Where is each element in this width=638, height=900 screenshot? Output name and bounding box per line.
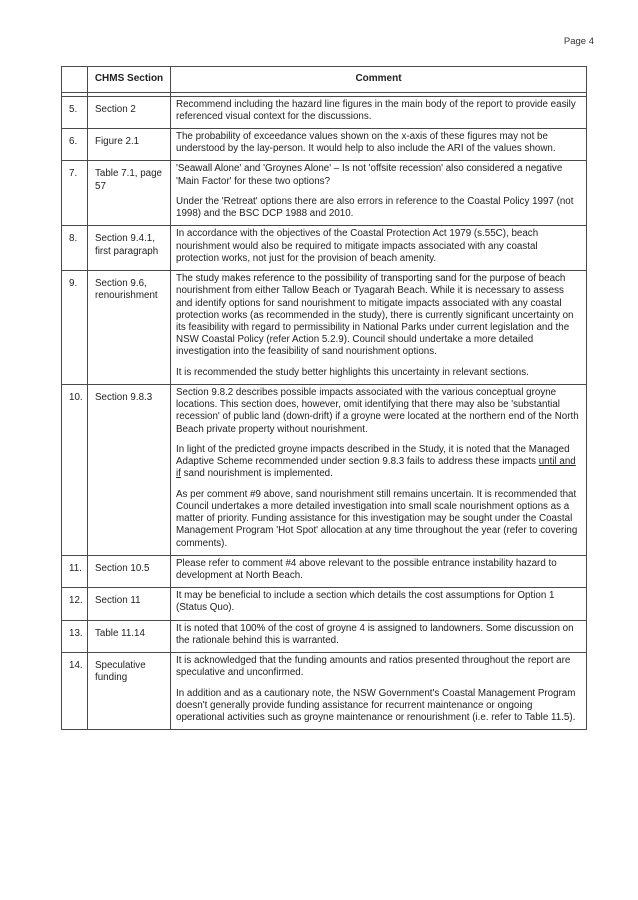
comment-paragraph: The study makes reference to the possibility of transporting sand for the purpose of beach nourishment from either Tallow Beach or Tyagarah Beach. While it is necessary to assess and identify options for sand nourishment to mitigate impacts associated with any coastal protection works (as recommended in the study), there is currently significant uncertainty on its feasibility with regard to permissibility in National Parks under current legislation and the NSW Coastal Policy (refer Action 5.2.9). Council should undertake a more detailed investigation into the feasibility of sand nourishment options. — [176, 273, 574, 358]
table-row — [62, 271, 587, 385]
row-comment — [171, 128, 587, 160]
row-section: Table 11.14 — [88, 620, 171, 652]
comment-paragraph: As per comment #9 above, sand nourishment still remains uncertain. It is recommended that Council undertakes a more detailed investigation into small scale nourishment options as a matter of priority. Funding assistance for this investigation may be sought under the Coastal Management Program 'Hot Spot' allocation at any time throughout the year (refer to covering comments). — [176, 488, 578, 549]
row-section: Section 11 — [88, 588, 171, 620]
table-row — [62, 588, 587, 620]
row-number: 13. — [62, 620, 88, 652]
row-number: 11. — [62, 555, 88, 587]
row-section: Section 2 — [88, 96, 171, 128]
row-comment — [171, 620, 587, 652]
row-number: 10. — [62, 384, 88, 555]
row-number: 9. — [62, 271, 88, 385]
table-row — [62, 226, 587, 271]
row-number: 14. — [62, 653, 88, 730]
row-number: 6. — [62, 128, 88, 160]
row-section: Speculative funding — [88, 653, 171, 730]
row-section: Section 9.8.3 — [88, 384, 171, 555]
row-comment — [171, 555, 587, 587]
header-comment: Comment — [171, 67, 587, 93]
table-row — [62, 161, 587, 226]
table-row — [62, 128, 587, 160]
row-number: 12. — [62, 588, 88, 620]
comment-paragraph: Under the 'Retreat' options there are also errors in reference to the Coastal Policy 1997 (not 1998) and the BSC DCP 1988 and 2010. — [176, 195, 574, 220]
row-section: Section 10.5 — [88, 555, 171, 587]
row-comment — [171, 96, 587, 128]
comment-paragraph: In accordance with the objectives of the Coastal Protection Act 1979 (s.55C), beach nourishment would also be required to mitigate impacts associated with any coastal protection works, not just for the provision of beach amenity. — [176, 228, 539, 264]
table-row — [62, 620, 587, 652]
comment-paragraph-with-underline — [176, 444, 581, 481]
underlined-text: until and if — [176, 456, 576, 480]
row-comment — [171, 588, 587, 620]
table-row — [62, 384, 587, 555]
header-section: CHMS Section — [88, 67, 171, 93]
row-section: Section 9.4.1, first paragraph — [88, 226, 171, 271]
comment-paragraph: In addition and as a cautionary note, the NSW Government's Coastal Management Program doesn't generally provide funding assistance for recurrent maintenance or ongoing operational activities such as groyne maintenance or renourishment (i.e. refer to Table 11.5). — [176, 687, 576, 724]
row-number: 5. — [62, 96, 88, 128]
table-row — [62, 555, 587, 587]
row-comment — [171, 226, 587, 271]
comment-paragraph: Please refer to comment #4 above relevant to the possible entrance instability hazard to development at North Beach. — [176, 557, 557, 581]
table-header-row — [62, 67, 587, 93]
comment-paragraph: The probability of exceedance values shown on the x-axis of these figures may not be understood by the lay-person. It would help to also include the ARI of the values shown. — [176, 130, 556, 155]
comment-paragraph: It is recommended the study better highlights this uncertainty in relevant sections. — [176, 366, 529, 378]
page-number: Page 4 — [563, 36, 594, 47]
row-comment — [171, 271, 587, 385]
comment-paragraph: Recommend including the hazard line figures in the main body of the report to provide easily referenced visual context for the discussions. — [176, 98, 576, 122]
row-comment — [171, 384, 587, 555]
header-number-cell — [62, 67, 88, 93]
row-section: Section 9.6, renourishment — [88, 271, 171, 385]
comments-table — [61, 66, 587, 730]
row-number: 8. — [62, 226, 88, 271]
row-comment — [171, 161, 587, 226]
comment-paragraph: 'Seawall Alone' and 'Groynes Alone' – Is not 'offsite recession' also considered a negative 'Main Factor' for these two options? — [176, 163, 563, 187]
comment-text: sand nourishment is implemented. — [183, 468, 333, 480]
comment-paragraph: It may be beneficial to include a section which details the cost assumptions for Option 1 (Status Quo). — [176, 590, 555, 614]
comment-text: In light of the predicted groyne impacts described in the Study, it is noted that the Managed Adaptive Scheme recommended under section 9.8.3 fails to address these impacts — [176, 443, 570, 468]
comment-paragraph: It is noted that 100% of the cost of groyne 4 is assigned to landowners. Some discussion on the rationale behind this is warranted. — [176, 622, 574, 646]
comment-paragraph: It is acknowledged that the funding amounts and ratios presented throughout the report are speculative and unconfirmed. — [176, 655, 571, 679]
row-section: Figure 2.1 — [88, 128, 171, 160]
comment-paragraph: Section 9.8.2 describes possible impacts associated with the various conceptual groyne locations. This section does, however, omit identifying that there may also be 'substantial recession' of public land (down-drift) if a groyne were located at the northern end of the North Beach private property without nourishment. — [176, 386, 579, 435]
row-number: 7. — [62, 161, 88, 226]
table-row — [62, 653, 587, 730]
row-comment — [171, 653, 587, 730]
row-section: Table 7.1, page 57 — [88, 161, 171, 226]
table-row — [62, 96, 587, 128]
